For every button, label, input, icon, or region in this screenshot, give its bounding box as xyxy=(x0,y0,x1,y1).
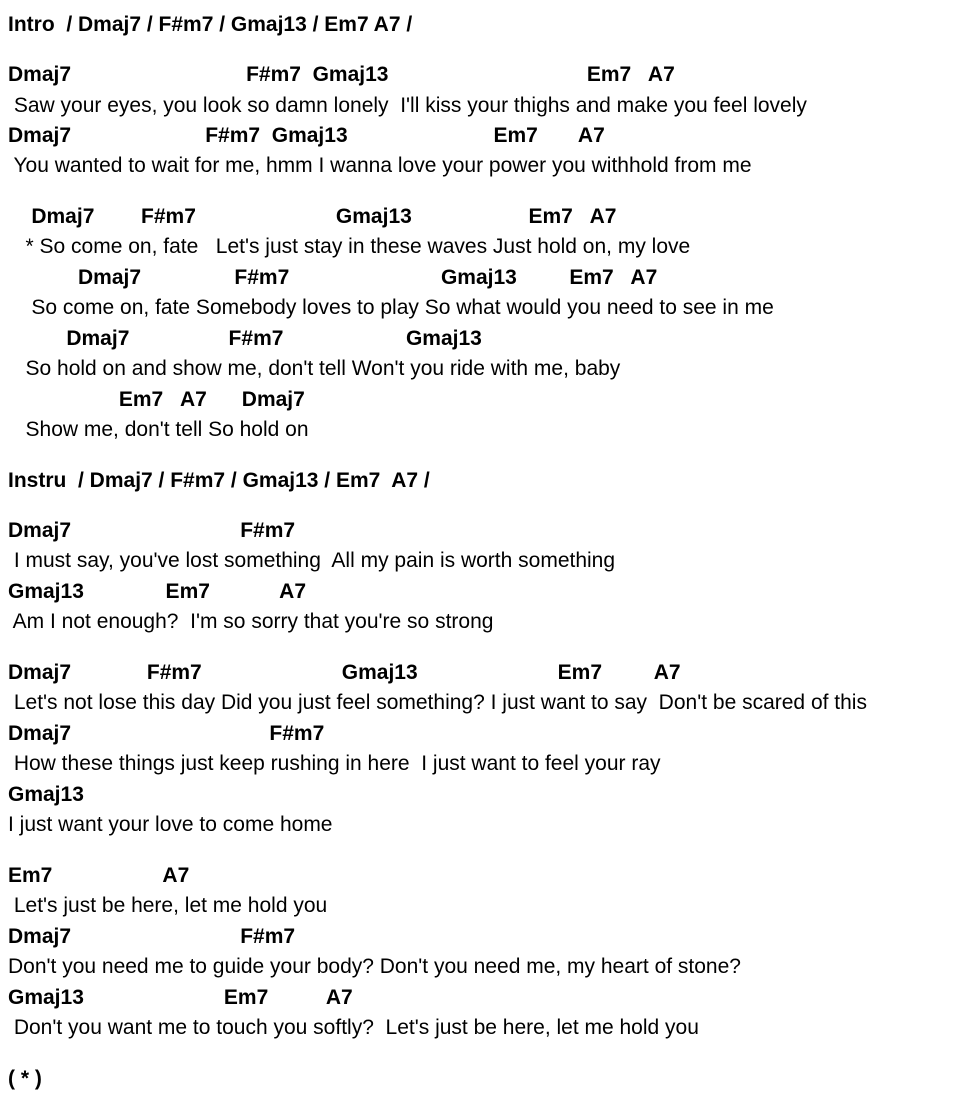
lyric-line: I just want your love to come home xyxy=(8,813,333,836)
chord-line: Dmaj7 F#m7 Gmaj13 Em7 A7 xyxy=(8,205,617,228)
chord-line: Dmaj7 F#m7 xyxy=(8,925,296,948)
lyric-line: Let's just be here, let me hold you xyxy=(8,894,328,917)
lyric-line: * So come on, fate Let's just stay in these waves Just hold on, my love xyxy=(8,235,691,258)
chord-line: Instru / Dmaj7 / F#m7 / Gmaj13 / Em7 A7 / xyxy=(8,469,430,492)
lyric-line: I must say, you've lost something All my pain is worth something xyxy=(8,549,616,572)
chord-line: Dmaj7 F#m7 Gmaj13 Em7 A7 xyxy=(8,661,681,684)
chord-line: Dmaj7 F#m7 Gmaj13 Em7 A7 xyxy=(8,266,658,289)
chord-line: Dmaj7 F#m7 Gmaj13 Em7 A7 xyxy=(8,63,675,86)
lyric-line: How these things just keep rushing in here I just want to feel your ray xyxy=(8,752,661,775)
lyric-line: Am I not enough? I'm so sorry that you're so strong xyxy=(8,610,494,633)
chord-line: Gmaj13 xyxy=(8,783,84,806)
lyric-line: So hold on and show me, don't tell Won't you ride with me, baby xyxy=(8,357,621,380)
lyric-line: Don't you want me to touch you softly? Let's just be here, let me hold you xyxy=(8,1016,699,1039)
lyric-line: Let's not lose this day Did you just feel something? I just want to say Don't be scared of this xyxy=(8,691,867,714)
chord-line: ( * ) xyxy=(8,1067,42,1090)
lyric-line: Don't you need me to guide your body? Don't you need me, my heart of stone? xyxy=(8,955,741,978)
chord-line: Gmaj13 Em7 A7 xyxy=(8,580,306,603)
chord-line: Em7 A7 xyxy=(8,864,190,887)
lyric-line: You wanted to wait for me, hmm I wanna love your power you withhold from me xyxy=(8,154,752,177)
chord-line: Dmaj7 F#m7 xyxy=(8,722,325,745)
chord-line: Dmaj7 F#m7 Gmaj13 Em7 A7 xyxy=(8,124,605,147)
lyric-line: Saw your eyes, you look so damn lonely I'll kiss your thighs and make you feel lovely xyxy=(8,94,807,117)
chord-line: Gmaj13 Em7 A7 xyxy=(8,986,353,1009)
lyric-line: So come on, fate Somebody loves to play So what would you need to see in me xyxy=(8,296,774,319)
chord-line: Dmaj7 F#m7 Gmaj13 xyxy=(8,327,482,350)
chord-line: Intro / Dmaj7 / F#m7 / Gmaj13 / Em7 A7 / xyxy=(8,13,413,36)
chord-line: Dmaj7 F#m7 xyxy=(8,519,296,542)
lyric-line: Show me, don't tell So hold on xyxy=(8,418,309,441)
chord-line: Em7 A7 Dmaj7 xyxy=(8,388,305,411)
